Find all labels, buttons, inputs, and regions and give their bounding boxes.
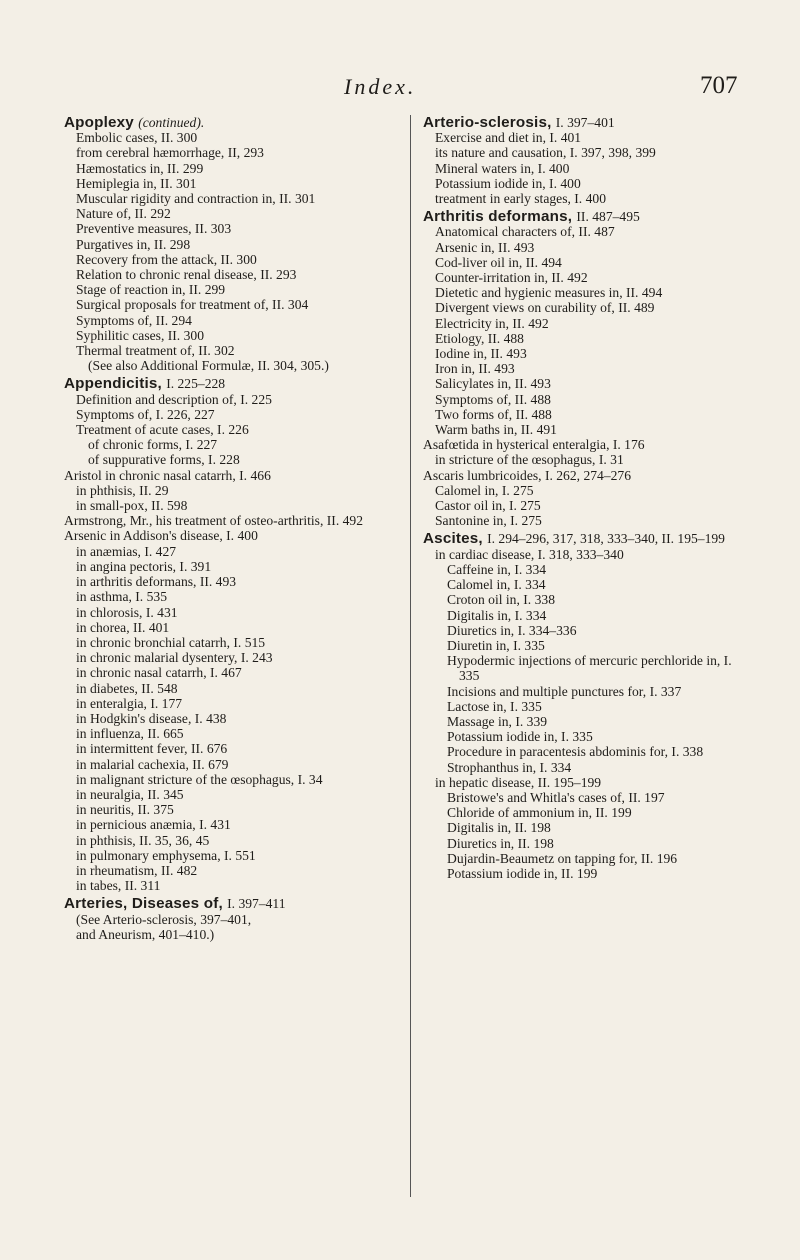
index-entry: Calomel in, I. 275 bbox=[435, 482, 534, 498]
index-entry: Hypodermic injections of mercuric perchloride in, I. 335 bbox=[447, 653, 732, 684]
index-entry: in small-pox, II. 598 bbox=[76, 498, 188, 514]
index-heading bbox=[64, 896, 384, 911]
index-entry: Symptoms of, I. 226, 227 bbox=[76, 406, 215, 422]
index-entry: in intermittent fever, II. 676 bbox=[76, 741, 228, 757]
index-entry: in chlorosis, I. 431 bbox=[76, 604, 178, 620]
index-heading-refs: (continued). bbox=[138, 115, 205, 130]
index-entry: in chronic malarial dysentery, I. 243 bbox=[76, 650, 273, 666]
index-entry: Syphilitic cases, II. 300 bbox=[76, 327, 204, 343]
index-entry: Potassium iodide in, II. 199 bbox=[447, 865, 598, 881]
index-entry: Lactose in, I. 335 bbox=[447, 698, 542, 714]
index-entry: Dujardin-Beaumetz on tapping for, II. 196 bbox=[447, 850, 678, 866]
index-entry: in chronic bronchial catarrh, I. 515 bbox=[76, 634, 266, 650]
index-entry: Diuretics in, II. 198 bbox=[447, 835, 554, 851]
index-entry: of chronic forms, I. 227 bbox=[88, 437, 218, 453]
index-entry: (See also Additional Formulæ, II. 304, 305.) bbox=[88, 358, 329, 374]
index-heading-term: Apoplexy bbox=[64, 114, 134, 131]
page-number: 707 bbox=[700, 72, 738, 99]
index-entry: Massage in, I. 339 bbox=[447, 713, 548, 729]
index-entry: Strophanthus in, I. 334 bbox=[447, 759, 572, 775]
index-heading-refs: I. 397–401 bbox=[555, 115, 615, 130]
index-entry: Symptoms of, II. 488 bbox=[435, 391, 551, 407]
index-entry: in pernicious anæmia, I. 431 bbox=[76, 817, 231, 833]
index-entry: in hepatic disease, II. 195–199 bbox=[435, 774, 602, 790]
index-heading-term: Arterio-sclerosis, bbox=[423, 114, 552, 131]
index-entry: Etiology, II. 488 bbox=[435, 330, 524, 346]
index-heading-refs: I. 225–228 bbox=[166, 376, 226, 392]
index-entry: Muscular rigidity and contraction in, II. 301 bbox=[76, 191, 316, 207]
index-entry: in chronic nasal catarrh, I. 467 bbox=[76, 665, 242, 681]
index-heading bbox=[64, 376, 384, 391]
index-entry: Hæmostatics in, II. 299 bbox=[76, 160, 204, 176]
index-entry: in diabetes, II. 548 bbox=[76, 680, 178, 696]
index-entry: treatment in early stages, I. 400 bbox=[435, 191, 606, 207]
index-entry: in neuritis, II. 375 bbox=[76, 802, 174, 818]
index-entry: Mineral waters in, I. 400 bbox=[435, 160, 570, 176]
index-entry: Relation to chronic renal disease, II. 293 bbox=[76, 267, 297, 283]
index-entry: Dietetic and hygienic measures in, II. 494 bbox=[435, 285, 663, 301]
index-entry: Calomel in, I. 334 bbox=[447, 577, 546, 593]
index-entry: Castor oil in, I. 275 bbox=[435, 498, 541, 514]
index-heading-term: Ascites, bbox=[423, 530, 483, 548]
index-entry: in asthma, I. 535 bbox=[76, 589, 167, 605]
index-entry: Counter-irritation in, II. 492 bbox=[435, 270, 588, 286]
index-entry: in malignant stricture of the œsophagus, I. 34 bbox=[76, 771, 323, 787]
index-entry: Iodine in, II. 493 bbox=[435, 346, 527, 362]
index-entry: its nature and causation, I. 397, 398, 399 bbox=[435, 145, 656, 161]
index-entry: Arsenic in, II. 493 bbox=[435, 239, 535, 255]
index-entry: in enteralgia, I. 177 bbox=[76, 695, 183, 711]
index-entry: Preventive measures, II. 303 bbox=[76, 221, 232, 237]
index-entry: Chloride of ammonium in, II. 199 bbox=[447, 805, 632, 821]
index-entry: in pulmonary emphysema, I. 551 bbox=[76, 847, 256, 863]
index-entry: in arthritis deformans, II. 493 bbox=[76, 574, 237, 590]
index-column-left bbox=[64, 112, 384, 942]
index-heading-refs: II. 487–495 bbox=[576, 209, 640, 225]
index-entry: Caffeine in, I. 334 bbox=[447, 561, 547, 577]
index-entry: Digitalis in, I. 334 bbox=[447, 607, 547, 623]
index-entry: Asafœtida in hysterical enteralgia, I. 176 bbox=[423, 437, 645, 453]
index-entry: Hemiplegia in, II. 301 bbox=[76, 175, 197, 191]
index-heading bbox=[64, 115, 384, 130]
index-entry: Potassium iodide in, I. 335 bbox=[447, 729, 593, 745]
index-entry: Recovery from the attack, II. 300 bbox=[76, 251, 257, 267]
column-divider bbox=[410, 115, 411, 1197]
index-entry: Divergent views on curability of, II. 489 bbox=[435, 300, 655, 316]
index-entry: Incisions and multiple punctures for, I. 337 bbox=[447, 683, 682, 699]
index-entry: Salicylates in, II. 493 bbox=[435, 376, 551, 392]
index-entry: in rheumatism, II. 482 bbox=[76, 862, 198, 878]
index-entry: Ascaris lumbricoides, I. 262, 274–276 bbox=[423, 467, 632, 483]
index-entry: Arsenic in Addison's disease, I. 400 bbox=[64, 528, 258, 544]
index-entry: Potassium iodide in, I. 400 bbox=[435, 175, 581, 191]
index-entry: Purgatives in, II. 298 bbox=[76, 236, 191, 252]
index-entry: Symptoms of, II. 294 bbox=[76, 312, 192, 328]
index-entry: Electricity in, II. 492 bbox=[435, 315, 549, 331]
index-entry: Digitalis in, II. 198 bbox=[447, 820, 551, 836]
index-entry: Iron in, II. 493 bbox=[435, 361, 515, 377]
index-entry: in Hodgkin's disease, I. 438 bbox=[76, 710, 227, 726]
index-entry: Exercise and diet in, I. 401 bbox=[435, 130, 582, 146]
index-heading-term: Arthritis deformans, bbox=[423, 208, 573, 226]
index-entry: in anæmias, I. 427 bbox=[76, 543, 177, 559]
index-entry: Treatment of acute cases, I. 226 bbox=[76, 422, 249, 438]
index-entry: in cardiac disease, I. 318, 333–340 bbox=[435, 546, 624, 562]
index-entry: Nature of, II. 292 bbox=[76, 206, 171, 222]
index-entry: Definition and description of, I. 225 bbox=[76, 391, 272, 407]
index-entry: Diuretin in, I. 335 bbox=[447, 637, 545, 653]
index-entry: Thermal treatment of, II. 302 bbox=[76, 343, 235, 359]
index-heading-refs: I. 294–296, 317, 318, 333–340, II. 195–199 bbox=[487, 531, 725, 547]
index-entry: Stage of reaction in, II. 299 bbox=[76, 282, 226, 298]
index-entry: and Aneurism, 401–410.) bbox=[76, 926, 215, 942]
running-title: Index. bbox=[344, 74, 417, 99]
index-entry: Aristol in chronic nasal catarrh, I. 466 bbox=[64, 467, 271, 483]
index-heading-refs: I. 397–411 bbox=[227, 896, 286, 912]
index-entry: Warm baths in, II. 491 bbox=[435, 422, 557, 438]
index-entry: in phthisis, II. 35, 36, 45 bbox=[76, 832, 210, 848]
index-entry: in tabes, II. 311 bbox=[76, 878, 161, 894]
index-entry: Anatomical characters of, II. 487 bbox=[435, 224, 615, 240]
index-entry: Croton oil in, I. 338 bbox=[447, 592, 555, 608]
index-column-right bbox=[423, 112, 743, 881]
index-entry: Cod-liver oil in, II. 494 bbox=[435, 254, 562, 270]
index-entry: Embolic cases, II. 300 bbox=[76, 130, 198, 146]
index-entry: Bristowe's and Whitla's cases of, II. 197 bbox=[447, 789, 665, 805]
index-heading-term: Arteries, Diseases of, bbox=[64, 895, 223, 913]
index-entry: Armstrong, Mr., his treatment of osteo-arthritis, II. 492 bbox=[64, 513, 364, 529]
index-entry: (See Arterio-sclerosis, 397–401, bbox=[76, 911, 252, 927]
index-entry: Diuretics in, I. 334–336 bbox=[447, 622, 577, 638]
index-entry: in stricture of the œsophagus, I. 31 bbox=[435, 452, 624, 468]
index-entry: of suppurative forms, I. 228 bbox=[88, 452, 240, 468]
index-heading-term: Appendicitis, bbox=[64, 375, 162, 393]
index-heading bbox=[423, 115, 743, 130]
index-entry: from cerebral hæmorrhage, II, 293 bbox=[76, 145, 264, 161]
index-entry: in angina pectoris, I. 391 bbox=[76, 558, 212, 574]
index-entry: Procedure in paracentesis abdominis for, I. 338 bbox=[447, 744, 704, 760]
index-entry: Surgical proposals for treatment of, II. 304 bbox=[76, 297, 309, 313]
index-entry: in malarial cachexia, II. 679 bbox=[76, 756, 229, 772]
index-entry: Two forms of, II. 488 bbox=[435, 406, 552, 422]
page-header bbox=[0, 74, 800, 108]
index-heading bbox=[423, 209, 743, 224]
index-heading bbox=[423, 531, 743, 546]
index-entry: Santonine in, I. 275 bbox=[435, 513, 542, 529]
index-entry: in neuralgia, II. 345 bbox=[76, 786, 184, 802]
index-entry: in phthisis, II. 29 bbox=[76, 482, 169, 498]
index-entry: in chorea, II. 401 bbox=[76, 619, 170, 635]
index-entry: in influenza, II. 665 bbox=[76, 726, 184, 742]
